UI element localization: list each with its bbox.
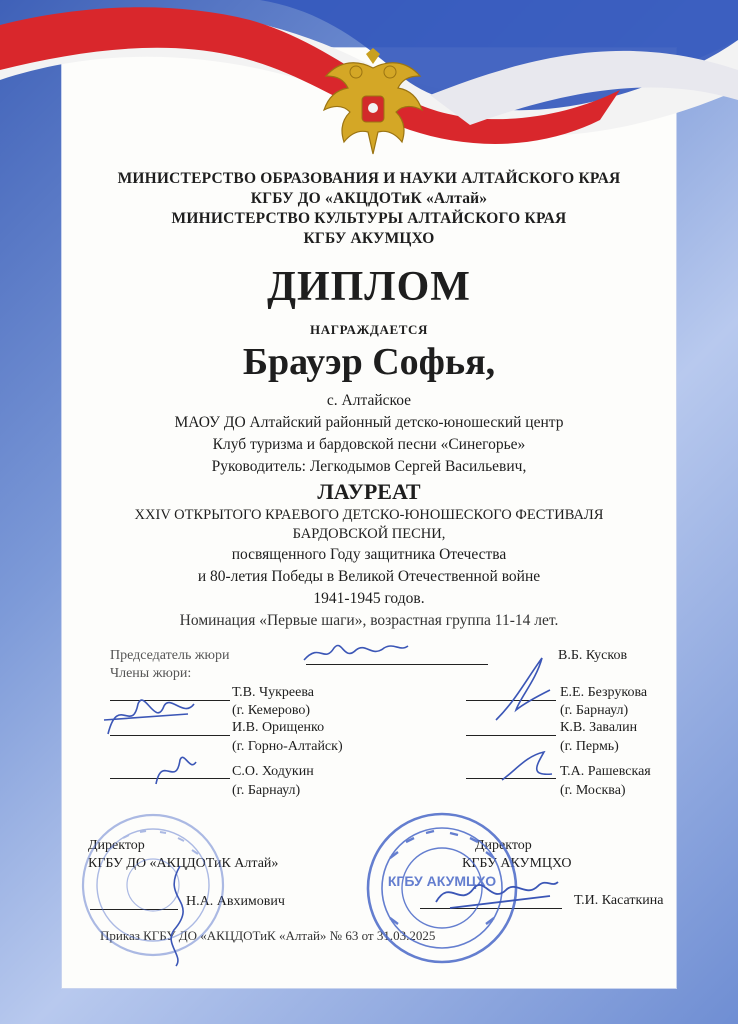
festival-line-5: 1941-1945 годов. bbox=[313, 590, 425, 607]
left-director-title: Директор bbox=[88, 838, 145, 853]
diploma-title: ДИПЛОМ bbox=[267, 264, 471, 310]
header-ministry-culture: МИНИСТЕРСТВО КУЛЬТУРЫ АЛТАЙСКОГО КРАЯ bbox=[171, 210, 567, 227]
left-director-autograph-icon bbox=[150, 860, 210, 970]
recipient-place: с. Алтайское bbox=[326, 392, 412, 409]
member-3-autograph-icon bbox=[150, 744, 200, 794]
jury-signature-line-5 bbox=[466, 735, 556, 736]
jury-member-name-3: С.О. Ходукин bbox=[232, 764, 314, 779]
recipient-leader: Руководитель: Легкодымов Сергей Васильевич, bbox=[211, 458, 527, 475]
left-director-org: КГБУ ДО «АКЦДОТиК Алтай» bbox=[88, 856, 279, 871]
jury-member-name-4: Е.Е. Безрукова bbox=[560, 685, 648, 700]
order-reference: Приказ КГБУ ДО «АКЦДОТиК «Алтай» № 63 от 31.03.2025 bbox=[100, 928, 436, 943]
nomination: Номинация «Первые шаги», возрастная группа 11-14 лет. bbox=[179, 612, 559, 629]
awarded-label: НАГРАЖДАЕТСЯ bbox=[310, 322, 428, 337]
jury-chair-autograph-icon bbox=[300, 638, 410, 668]
jury-member-city-4: (г. Барнаул) bbox=[560, 703, 629, 718]
right-director-name: Т.И. Касаткина bbox=[574, 893, 664, 908]
right-director-autograph-icon bbox=[430, 868, 560, 918]
double-headed-eagle-emblem-icon bbox=[318, 46, 428, 164]
recipient-organization: МАОУ ДО Алтайский районный детско-юношеский центр bbox=[174, 414, 564, 431]
jury-member-name-5: К.В. Завалин bbox=[560, 720, 638, 735]
award-title: ЛАУРЕАТ bbox=[317, 479, 421, 504]
festival-line-2: БАРДОВСКОЙ ПЕСНИ, bbox=[292, 526, 446, 542]
recipient-name: Брауэр Софья, bbox=[242, 341, 496, 383]
jury-members-label: Члены жюри: bbox=[110, 666, 192, 681]
header-org-akcdotik: КГБУ ДО «АКЦДОТиК «Алтай» bbox=[250, 190, 488, 207]
jury-member-city-1: (г. Кемерово) bbox=[232, 703, 311, 718]
jury-chair-name: В.Б. Кусков bbox=[558, 648, 628, 663]
jury-chair-label: Председатель жюри bbox=[110, 648, 230, 663]
festival-line-3: посвященного Году защитника Отечества bbox=[231, 546, 507, 563]
jury-member-name-6: Т.А. Рашевская bbox=[560, 764, 651, 779]
header-org-akumcho: КГБУ АКУМЦХО bbox=[303, 230, 435, 247]
member-4-autograph-icon bbox=[486, 650, 556, 730]
header-ministry-education: МИНИСТЕРСТВО ОБРАЗОВАНИЯ И НАУКИ АЛТАЙСКОГО КРАЯ bbox=[117, 170, 621, 187]
jury-member-city-3: (г. Барнаул) bbox=[232, 783, 301, 798]
left-director-name: Н.А. Авхимович bbox=[186, 894, 285, 909]
member-1-autograph-icon bbox=[98, 684, 198, 744]
festival-line-1: XXIV ОТКРЫТОГО КРАЕВОГО ДЕТСКО-ЮНОШЕСКОГО ФЕСТИВАЛЯ bbox=[134, 507, 604, 523]
right-director-org: КГБУ АКУМЦХО bbox=[462, 856, 572, 871]
member-6-autograph-icon bbox=[496, 746, 556, 786]
right-stamp-text: КГБУ АКУМЦХО bbox=[387, 873, 497, 889]
jury-member-city-2: (г. Горно-Алтайск) bbox=[232, 739, 343, 754]
right-director-title: Директор bbox=[475, 838, 532, 853]
jury-member-name-1: Т.В. Чукреева bbox=[232, 685, 314, 700]
jury-member-city-6: (г. Москва) bbox=[560, 783, 626, 798]
festival-line-4: и 80-летия Победы в Великой Отечественной войне bbox=[197, 568, 541, 585]
recipient-club: Клуб туризма и бардовской песни «Синегорье» bbox=[212, 436, 526, 453]
jury-member-name-2: И.В. Орищенко bbox=[232, 720, 325, 735]
jury-member-city-5: (г. Пермь) bbox=[560, 739, 619, 754]
